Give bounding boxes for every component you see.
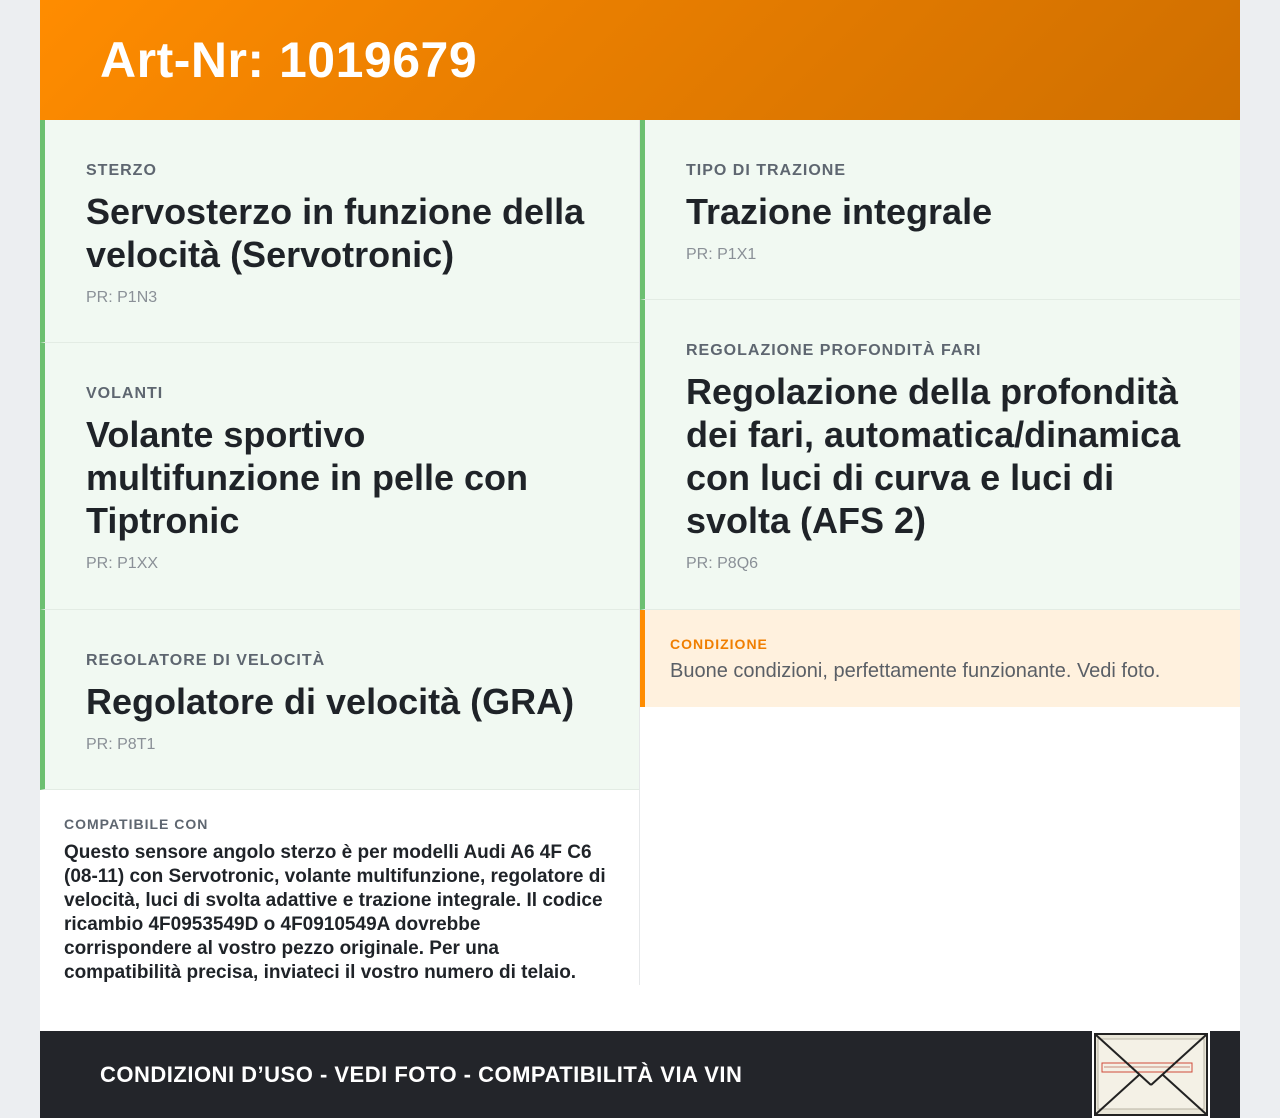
spec-value: Trazione integrale [686, 191, 993, 232]
compatibility-text: Questo sensore angolo sterzo è per modelli Audi A6 4F C6 (08-11) con Servotronic, volante multifunzione, regolatore di velocità, luci di svolta adattive e trazione integrale. Il codice ricambio 4F0953549D o 4F0910549A dovrebbe corrispondere al vostro pezzo originale. Per una compatibilità precisa, inviateci il vostro numero di telaio. [64, 842, 606, 983]
spec-value: Servosterzo in funzione della velocità (Servotronic) [86, 191, 585, 275]
condition-text: Buone condizioni, perfettamente funzionante. Vedi foto. [670, 660, 1161, 682]
spec-value: Volante sportivo multifunzione in pelle con Tiptronic [86, 414, 529, 541]
compatibility-section [40, 790, 639, 985]
spec-value: Regolatore di velocità (GRA) [86, 681, 575, 722]
spec-card-drive-type [640, 120, 1240, 300]
page-title: Art-Nr: 1019679 [100, 32, 478, 88]
spec-columns [40, 120, 1240, 985]
condition-label: CONDIZIONE [670, 636, 768, 652]
compatibility-label: COMPATIBILE CON [64, 816, 209, 832]
envelope-thumbnail-graphic [1094, 1033, 1208, 1116]
product-page [40, 0, 1240, 1118]
page-header [40, 0, 1240, 120]
spec-card-cruise-control [40, 610, 639, 790]
spec-pr-code: PR: P1X1 [686, 246, 757, 263]
spec-card-headlight-range [640, 300, 1240, 610]
spec-label: TIPO DI TRAZIONE [686, 162, 846, 179]
condition-box [640, 610, 1240, 707]
spec-card-steering [40, 120, 639, 343]
left-column [40, 120, 640, 985]
spec-pr-code: PR: P8T1 [86, 736, 156, 753]
spec-label: REGOLAZIONE PROFONDITÀ FARI [686, 342, 982, 359]
spec-pr-code: PR: P8Q6 [686, 555, 759, 572]
spec-value: Regolazione della profondità dei fari, automatica/dinamica con luci di curva e luci di svolta (AFS 2) [686, 371, 1181, 541]
spec-label: STERZO [86, 162, 157, 179]
spec-label: VOLANTI [86, 385, 164, 402]
right-column [640, 120, 1240, 985]
spec-card-steering-wheel [40, 343, 639, 610]
spec-pr-code: PR: P1XX [86, 555, 159, 572]
page-footer [40, 1031, 1240, 1118]
spec-label: REGOLATORE DI VELOCITÀ [86, 652, 326, 669]
footer-text: CONDIZIONI D’USO - VEDI FOTO - COMPATIBILITÀ VIA VIN [100, 1061, 743, 1087]
envelope-icon[interactable] [1092, 1031, 1210, 1118]
spec-pr-code: PR: P1N3 [86, 289, 158, 306]
